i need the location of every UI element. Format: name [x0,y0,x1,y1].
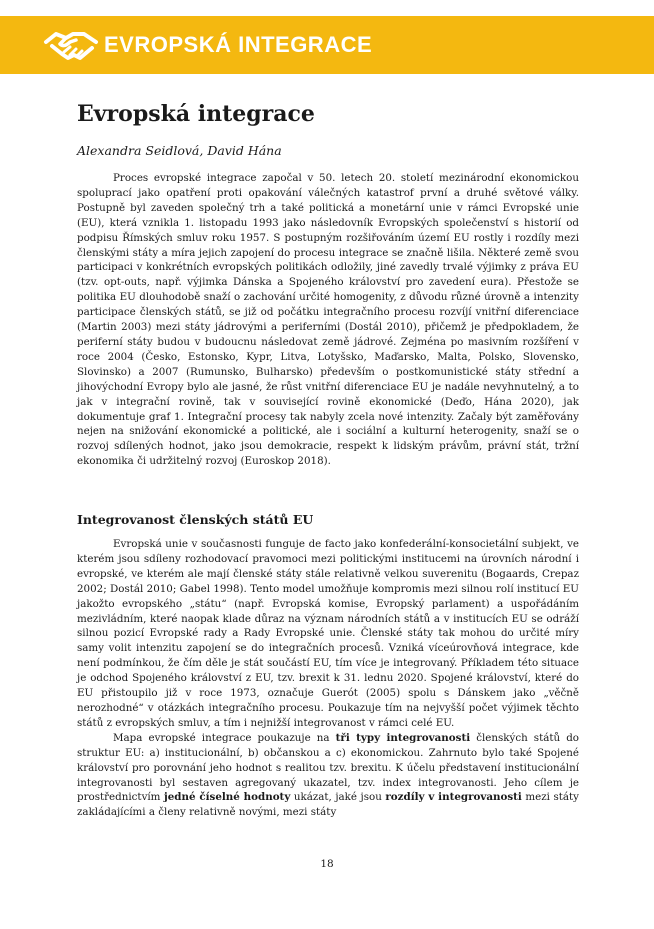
header-band [0,16,654,74]
intro-paragraph: Proces evropské integrace započal v 50. letech 20. století mezinárodní ekonomickou spoluprací jako opatření proti opakování válečných katastrof první a druhé světové války. Postupně byl zaveden společný trh a také politická a monetární unie v rámci Evropské unie (EU), která vznikla 1. listopadu 1993 jako následovník Evropských společenství s historií od podpisu Římských smluv roku 1957. S postupným rozšiřováním území EU rostly i rozdíly mezi členskými státy a míra jejich zapojení do procesu integrace se značně lišila. Některé země svou participaci v konkrétních evropských politikách odložily, jiné zavedly trvalé výjimky z práva EU (tzv. opt-outs, např. výjimka Dánska a Spojeného království pro zavedení eura). Přestože se politika EU dlouhodobě snaží o zachování určité homogenity, z důvodu různé úrovně a intenzity participace členských států, se již od počátku integračního procesu rozvíjí vnitřní diferenciace (Martin 2003) mezi státy jádrovými a periferními (Dostál 2010), přičemž je předpokladem, že periferní státy budou v budoucnu následovat země jádrové. Zejména po masivním rozšíření v roce 2004 (Česko, Estonsko, Kypr, Litva, Lotyšsko, Maďarsko, Malta, Polsko, Slovensko, Slovinsko) a 2007 (Rumunsko, Bulharsko) především o postkomunistické státy střední a jihovýchodní Evropy bylo ale jasné, že růst vnitřní diferenciace EU je nadále nevyhnutelný, a to jak v integrační rovině, tak v související rovině ekonomické (Deďo, Hána 2020), jak dokumentuje graf 1. Integrační procesy tak nabyly zcela nové intenzity. Začaly být zaměřovány nejen na snižování ekonomické a politické, ale i sociální a kulturní heterogenity, snaží se o rozvoj sdílených hodnot, jako jsou demokracie, respekt k lidským právům, právní stát, tržní ekonomika či udržitelný rozvoj (Euroskop 2018). [77,172,579,468]
intro-section [77,171,579,469]
paragraph-text: mezi státy zakládajícími a členy relativně novými, mezi státy [77,791,580,819]
header-title: EVROPSKÁ INTEGRACE [104,32,373,57]
header-divider [0,74,654,76]
article-title: Evropská integrace [77,101,315,127]
emphasis-differences: rozdíly v integrovanosti [385,791,522,804]
section-heading: Integrovanost členských států EU [77,512,314,527]
emphasis-three-types: tři typy integrovanosti [335,731,471,744]
article-authors: Alexandra Seidlová, David Hána [77,143,282,158]
paragraph-text: ukázat, jaké jsou [290,791,386,804]
emphasis-single-value: jedné číselné hodnoty [163,791,291,804]
paragraph-text: Mapa evropské integrace poukazuje na [113,731,336,744]
section-paragraph-1: Evropská unie v současnosti funguje de facto jako konfederální-konsocietální subjekt, ve kterém jsou sdíleny rozhodovací pravomoci mezi politickými institucemi na úrovních národní i evropské, ve kterém ale mají členské státy stále relativně velkou suverenitu (Bogaards, Crepaz 2002; Dostál 2010; Gabel 1998). Tento model umožňuje kompromis mezi silnou rolí institucí EU jakožto evropského „státu“ (např. Evropská komise, Evropský parlament) a uspořádáním mezivládním, které naopak klade důraz na význam národních států a v institucích EU se odráží silnou pozicí Evropské rady a Rady Evropské unie. Členské státy tak mohou do určité míry samy volit intenzitu zapojení se do integračních procesů. Vzniká víceúrovňová integrace, kde není podmínkou, že čím děle je stát součástí EU, tím více je integrovaný. Příkladem této situace je odchod Spojeného království z EU, tzv. brexit k 31. lednu 2020. Spojené království, které do EU přistoupilo již v roce 1973, označuje Guerót (2005) spolu s Dánskem jako „věčně nerozhodné“ v otázkách integračního procesu. Poukazuje tím na nejvyšší počet výjimek těchto států z evropských smluv, a tím i nejnižší integrovanost v rámci celé EU. [77,538,579,729]
paragraph-text: členských států do struktur EU: a) institucionální, b) občanskou a c) ekonomickou. Zahrnuto bylo také Spojené království pro porovnání jeho hodnot s realitou tzv. brexitu. K účelu představení institucionální integrovanosti byl sestaven agregovaný ukazatel, tzv. index integrovanosti. Jeho cílem je prostřednictvím [77,731,580,804]
handshake-icon [40,22,102,68]
page-number: 18 [320,858,334,870]
section-paragraph-2 [77,731,579,820]
integration-section [77,537,579,820]
header-logo [40,22,102,68]
